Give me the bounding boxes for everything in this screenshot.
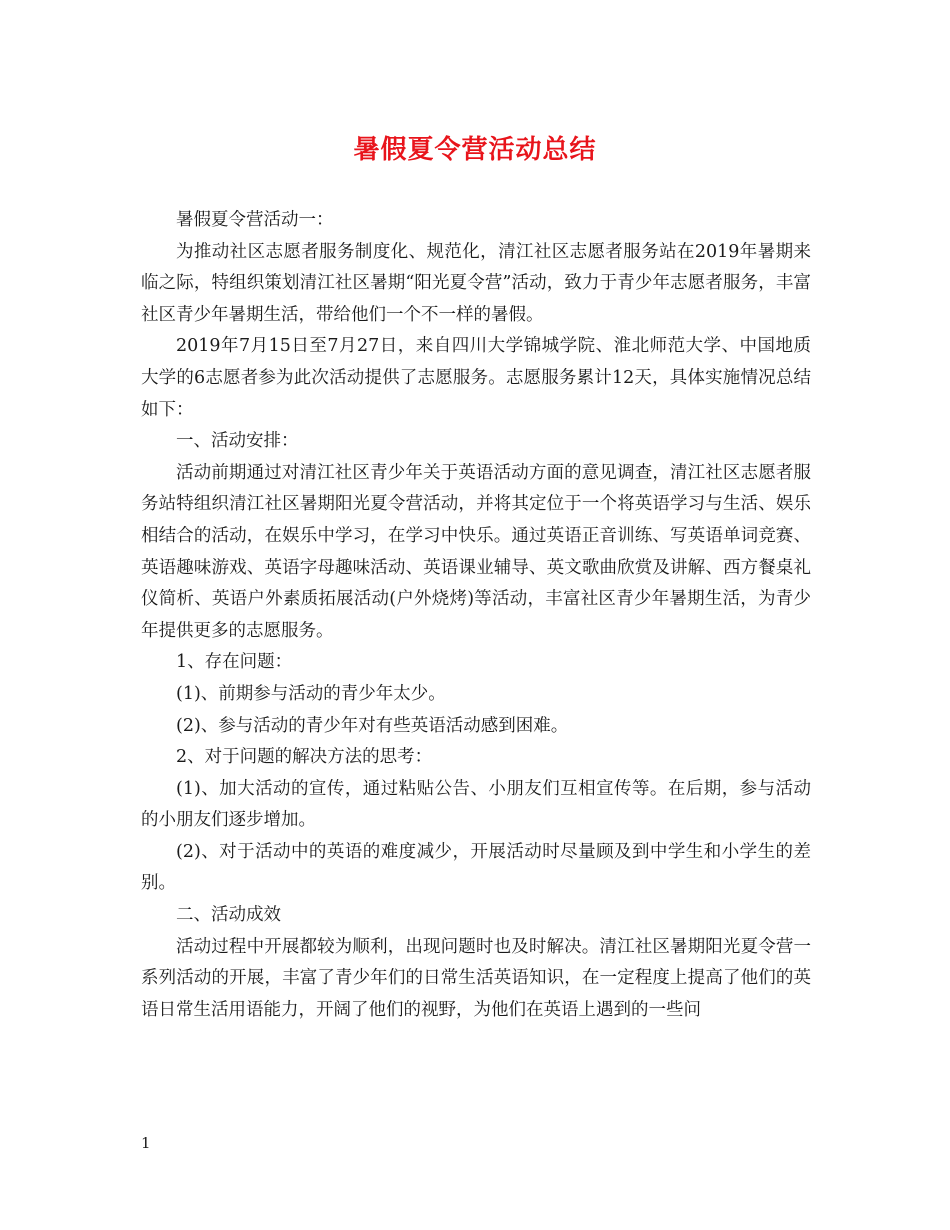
paragraph: 2019年7月15日至7月27日，来自四川大学锦城学院、淮北师范大学、中国地质大学的6志愿者参为此次活动提供了志愿服务。志愿服务累计12天，具体实施情况总结如下： xyxy=(141,336,811,420)
list-item: (1)、加大活动的宣传，通过粘贴公告、小朋友们互相宣传等。在后期，参与活动的小朋友们逐步增加。 xyxy=(141,778,811,831)
list-item: (2)、参与活动的青少年对有些英语活动感到困难。 xyxy=(176,715,569,736)
section-heading: 二、活动成效 xyxy=(176,905,281,926)
paragraph: 暑假夏令营活动一： xyxy=(176,210,334,230)
list-item: (1)、前期参与活动的青少年太少。 xyxy=(176,683,446,704)
subsection-heading: 1、存在问题： xyxy=(176,652,293,673)
paragraph: 为推动社区志愿者服务制度化、规范化，清江社区志愿者服务站在2019年暑期来临之际，特组织策划清江社区暑期“阳光夏令营”活动，致力于青少年志愿者服务，丰富社区青少年暑期生活，带给他们一个不一样的暑假。 xyxy=(141,241,811,325)
list-item: (2)、对于活动中的英语的难度减少，开展活动时尽量顾及到中学生和小学生的差别。 xyxy=(141,841,811,894)
paragraph: 活动前期通过对清江社区青少年关于英语活动方面的意见调查，清江社区志愿者服务站特组织清江社区暑期阳光夏令营活动，并将其定位于一个将英语学习与生活、娱乐相结合的活动，在娱乐中学习，在学习中快乐。通过英语正音训练、写英语单词竞赛、英语趣味游戏、英语字母趣味活动、英语课业辅导、英文歌曲欣赏及讲解、西方餐桌礼仪简析、英语户外素质拓展活动(户外烧烤)等活动，丰富社区青少年暑期生活，为青少年提供更多的志愿服务。 xyxy=(141,462,811,641)
paragraph: 活动过程中开展都较为顺利，出现问题时也及时解决。清江社区暑期阳光夏令营一系列活动的开展，丰富了青少年们的日常生活英语知识，在一定程度上提高了他们的英语日常生活用语能力，开阔了他们的视野，为他们在英语上遇到的一些问 xyxy=(141,936,811,1020)
document-body xyxy=(141,205,811,1026)
document-title: 暑假夏令营活动总结 xyxy=(353,135,597,165)
subsection-heading: 2、对于问题的解决方法的思考： xyxy=(176,747,433,768)
page-number: 1 xyxy=(141,1134,151,1152)
section-heading: 一、活动安排： xyxy=(176,431,299,452)
